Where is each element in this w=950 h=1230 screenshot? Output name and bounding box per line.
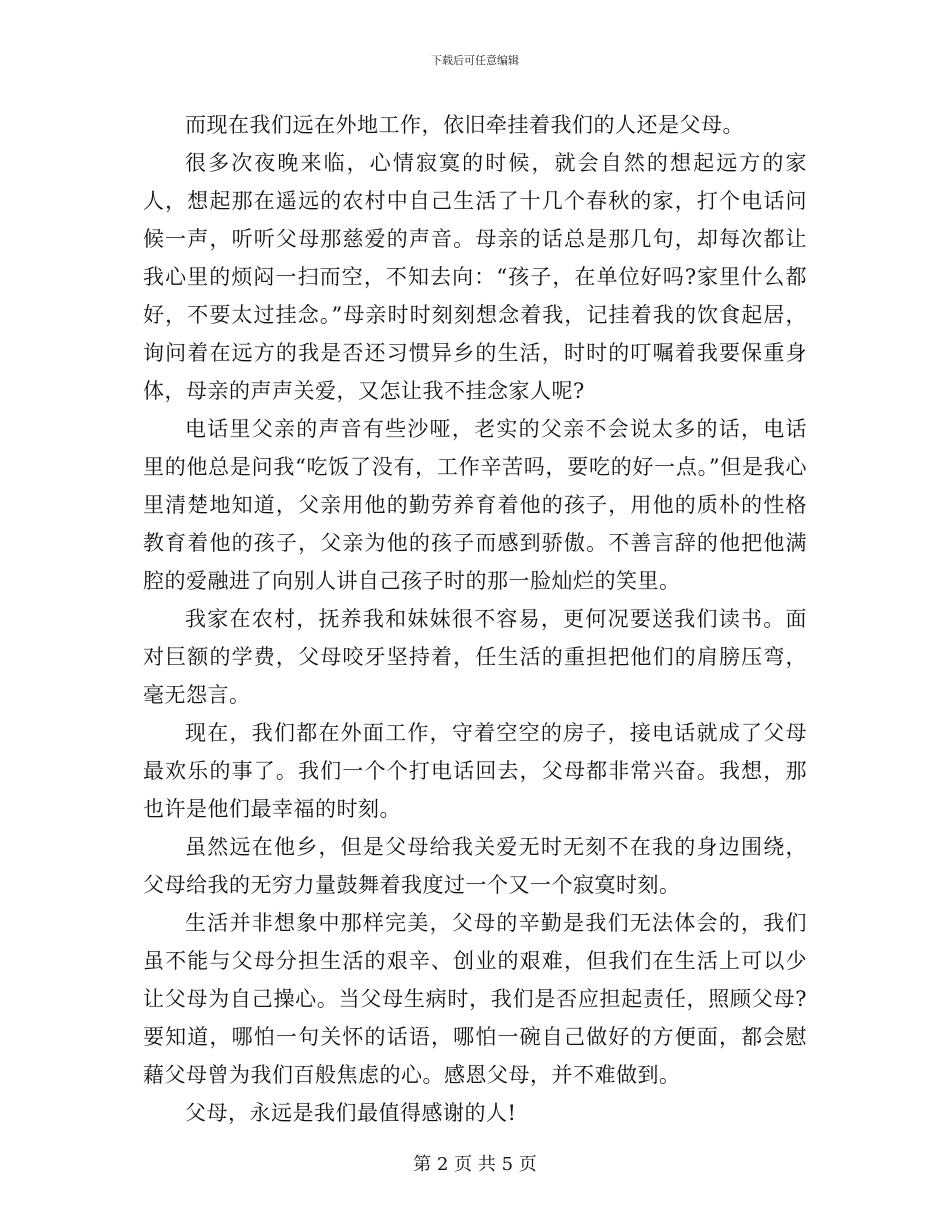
paragraph-4: 我家在农村，抚养我和妹妹很不容易，更何况要送我们读书。面对巨额的学费，父母咬牙坚持着，任生活的重担把他们的肩膀压弯，毫无怨言。 [143, 607, 807, 707]
paragraph-2: 很多次夜晚来临，心情寂寞的时候，就会自然的想起远方的家人，想起那在遥远的农村中自己生活了十几个春秋的家，打个电话问候一声，听听父母那慈爱的声音。母亲的话总是那几句，却每次都让我心里的烦闷一扫而空，不知去向：“孩子，在单位好吗?家里什么都好，不要太过挂念。”母亲时时刻刻想念着我，记挂着我的饮食起居，询问着在远方的我是否还习惯异乡的生活，时时的叮嘱着我要保重身体，母亲的声声关爱，又怎让我不挂念家人呢? [143, 151, 807, 403]
paragraph-1: 而现在我们远在外地工作，依旧牵挂着我们的人还是父母。 [185, 113, 744, 137]
paragraph-7: 生活并非想象中那样完美，父母的辛勤是我们无法体会的，我们虽不能与父母分担生活的艰辛、创业的艰难，但我们在生活上可以少让父母为自己操心。当父母生病时，我们是否应担起责任，照顾父母?要知道，哪怕一句关怀的话语，哪怕一碗自己做好的方便面，都会慰藉父母曾为我们百般焦虑的心。感恩父母，并不难做到。 [143, 911, 807, 1087]
paragraph-8: 父母，永远是我们最值得感谢的人! [185, 1101, 517, 1125]
body-text [143, 106, 807, 1132]
paragraph-5: 现在，我们都在外面工作，守着空空的房子，接电话就成了父母最欢乐的事了。我们一个个打电话回去，父母都非常兴奋。我想，那也许是他们最幸福的时刻。 [143, 721, 807, 821]
paragraph-6: 虽然远在他乡，但是父母给我关爱无时无刻不在我的身边围绕，父母给我的无穷力量鼓舞着我度过一个又一个寂寞时刻。 [143, 835, 807, 897]
page-number: 第 2 页 共 5 页 [413, 1154, 537, 1175]
page-header: 下载后可任意编辑 [431, 54, 519, 67]
paragraph-3: 电话里父亲的声音有些沙哑，老实的父亲不会说太多的话，电话里的他总是问我“吃饭了没有，工作辛苦吗，要吃的好一点。”但是我心里清楚地知道，父亲用他的勤劳养育着他的孩子，用他的质朴的性格教育着他的孩子，父亲为他的孩子而感到骄傲。不善言辞的他把他满腔的爱融进了向别人讲自己孩子时的那一脸灿烂的笑里。 [143, 417, 807, 593]
